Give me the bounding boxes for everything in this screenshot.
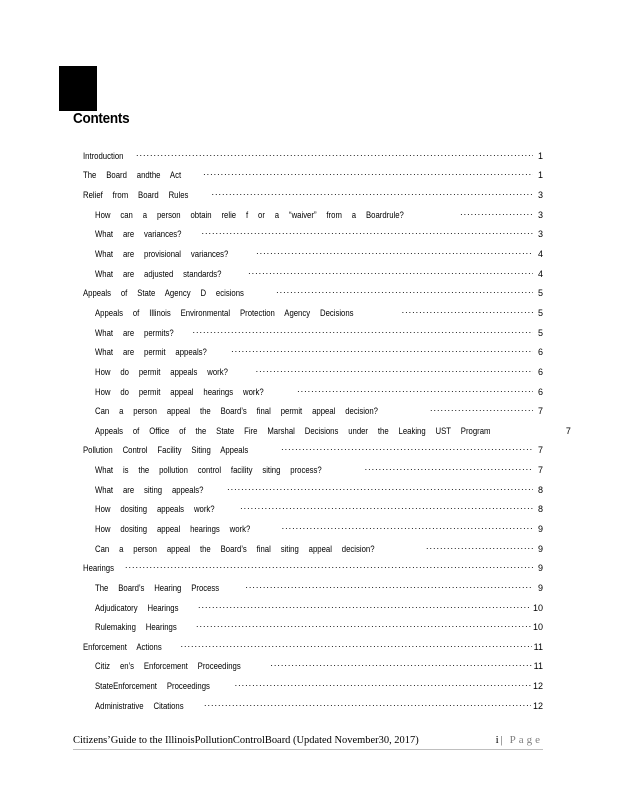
toc-entry[interactable] [83,205,543,225]
toc-entry-page: 9 [537,523,543,534]
toc-entry[interactable] [83,421,571,441]
toc-entry-title: The Board’s Hearing Process [95,582,220,593]
toc-entry-title: Administrative Citations [95,700,184,711]
toc-leader-dots [193,328,533,338]
toc-entry[interactable] [83,539,543,559]
toc-entry-title: How do permit appeal hearings work? [95,386,264,397]
toc-leader-dots [426,544,533,554]
toc-leader-dots [136,151,533,161]
toc-entry[interactable] [83,244,543,264]
toc-entry-page: 6 [537,347,543,358]
toc-entry-title: Appeals of State Agency D ecisions [83,288,244,299]
toc-entry-page: 9 [537,543,543,554]
toc-entry-title: What are siting appeals? [95,484,204,495]
toc-entry[interactable] [83,146,543,166]
toc-entry-page: 12 [532,700,543,711]
toc-entry-page: 4 [537,249,543,260]
toc-leader-dots [202,229,533,239]
page-separator: | [500,734,505,746]
toc-entry-page: 7 [565,425,571,436]
toc-entry-title: How dositing appeal hearings work? [95,523,251,534]
toc-entry[interactable] [83,657,543,677]
footer-page-number [496,734,543,746]
toc-entry-title: Appeals of Office of the State Fire Marshal Decisions under the Leaking UST Program [95,425,491,436]
toc-entry-page: 12 [532,681,543,692]
logo-block [59,66,97,111]
toc-entry-page: 7 [537,445,543,456]
toc-entry-title: What are provisional variances? [95,249,229,260]
toc-entry-title: Rulemaking Hearings [95,622,177,633]
toc-entry-page: 7 [537,465,543,476]
toc-entry-page: 10 [532,622,543,633]
toc-entry-page: 6 [537,366,543,377]
toc-entry[interactable] [83,401,543,421]
toc-leader-dots [297,387,533,397]
toc-entry-page: 9 [537,582,543,593]
toc-entry-page: 9 [537,563,543,574]
toc-entry[interactable] [83,382,543,402]
toc-entry-page: 5 [537,327,543,338]
toc-entry-title: What are permit appeals? [95,347,207,358]
toc-entry-title: StateEnforcement Proceedings [95,681,210,692]
toc-leader-dots [245,583,533,593]
toc-entry-page: 1 [537,150,543,161]
toc-entry-page: 8 [537,504,543,515]
toc-entry-page: 8 [537,484,543,495]
toc-entry-title: How do permit appeals work? [95,366,228,377]
toc-entry-page: 5 [537,307,543,318]
toc-leader-dots [276,288,533,298]
toc-leader-dots [248,269,533,279]
toc-entry[interactable] [83,598,543,618]
toc-leader-dots [196,622,531,632]
toc-leader-dots [365,465,533,475]
toc-entry-title: What are variances? [95,229,182,240]
toc-entry[interactable] [83,696,543,716]
toc-entry-title: Hearings [83,563,114,574]
toc-leader-dots [203,170,533,180]
toc-entry-title: Can a person appeal the Board’s final permit appeal decision? [95,406,378,417]
toc-entry-page: 11 [533,661,543,672]
toc-entry[interactable] [83,480,543,500]
toc-leader-dots [125,563,533,573]
toc-entry-title: Citiz en’s Enforcement Proceedings [95,661,241,672]
toc-entry[interactable] [83,362,543,382]
toc-entry-title: Introduction [83,150,124,161]
page-word: Page [509,734,543,746]
toc-entry-page: 4 [537,268,543,279]
toc-leader-dots [198,603,531,613]
toc-entry[interactable] [83,460,543,480]
toc-leader-dots [235,681,531,691]
toc-entry-title: Pollution Control Facility Siting Appeals [83,445,249,456]
contents-heading: Contents [73,110,130,127]
toc-leader-dots [402,308,533,318]
toc-entry-title: Adjudicatory Hearings [95,602,179,613]
toc-leader-dots [240,504,533,514]
page-number: i [495,734,501,746]
toc-leader-dots [212,190,533,200]
toc-entry-title: Relief from Board Rules [83,190,189,201]
toc-entry[interactable] [83,264,543,284]
toc-leader-dots [281,445,533,455]
table-of-contents [83,146,571,716]
toc-entry-title: What is the pollution control facility siting process? [95,465,322,476]
toc-entry[interactable] [83,617,543,637]
toc-entry-page: 5 [537,288,543,299]
page-footer [73,734,543,750]
toc-leader-dots [256,367,533,377]
toc-entry[interactable] [83,676,543,696]
toc-entry-page: 6 [537,386,543,397]
toc-entry-page: 3 [537,190,543,201]
toc-leader-dots [204,701,531,711]
toc-entry-page: 11 [533,641,543,652]
toc-entry[interactable] [83,166,543,186]
toc-leader-dots [256,249,533,259]
toc-entry-title: Can a person appeal the Board’s final siting appeal decision? [95,543,375,554]
toc-entry-title: How dositing appeals work? [95,504,215,515]
footer-title: Citizens’Guide to the IllinoisPollutionControlBoard (Updated November30, 2017) [73,734,419,746]
toc-leader-dots [430,406,533,416]
toc-leader-dots [282,524,533,534]
toc-entry[interactable] [83,283,543,303]
toc-entry[interactable] [83,578,543,598]
toc-entry[interactable] [83,519,543,539]
toc-entry-title: Appeals of Illinois Environmental Protection Agency Decisions [95,307,354,318]
toc-entry-page: 3 [537,229,543,240]
toc-entry[interactable] [83,441,543,461]
toc-entry[interactable] [83,303,543,323]
toc-entry[interactable] [83,323,543,343]
toc-entry-page: 3 [537,209,543,220]
toc-entry[interactable] [83,558,543,578]
toc-entry-title: The Board andthe Act [83,170,182,181]
toc-leader-dots [460,210,533,220]
toc-entry-title: How can a person obtain relie f or a “waiver” from a Boardrule? [95,209,404,220]
toc-entry[interactable] [83,342,543,362]
toc-entry[interactable] [83,225,543,245]
toc-entry[interactable] [83,500,543,520]
toc-leader-dots [231,347,533,357]
toc-entry[interactable] [83,637,543,657]
toc-entry-page: 10 [532,602,543,613]
toc-entry-title: What are adjusted standards? [95,268,222,279]
toc-entry[interactable] [83,185,543,205]
toc-entry-page: 7 [537,406,543,417]
toc-entry-title: What are permits? [95,327,174,338]
toc-leader-dots [270,661,531,671]
toc-leader-dots [181,642,532,652]
toc-leader-dots [227,485,533,495]
toc-entry-page: 1 [537,170,543,181]
toc-entry-title: Enforcement Actions [83,641,162,652]
